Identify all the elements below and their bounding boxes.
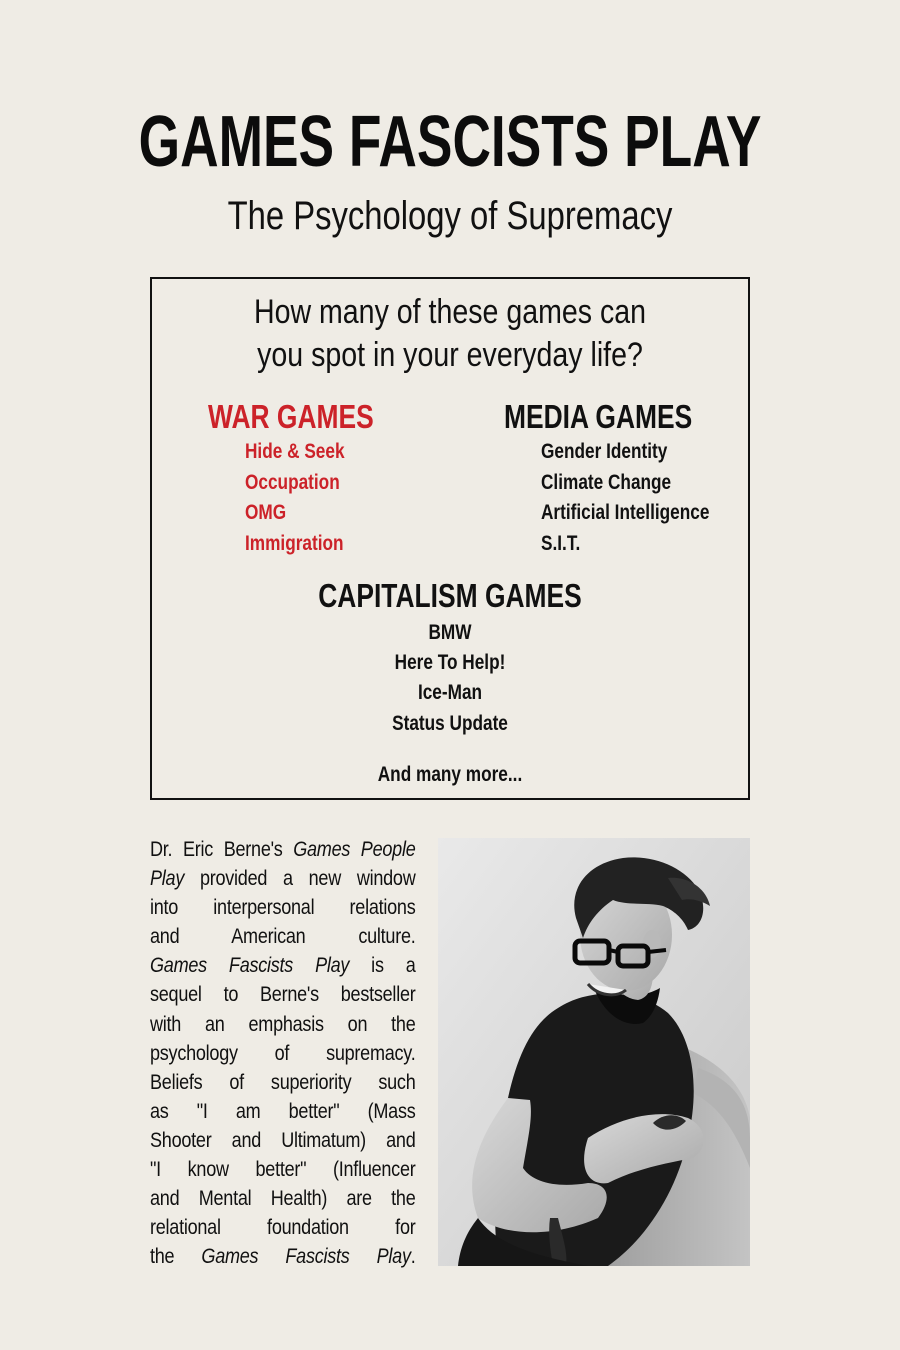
- book-subtitle: The Psychology of Supremacy: [227, 194, 673, 238]
- games-box: [150, 277, 750, 800]
- capitalism-games-section: [152, 576, 748, 739]
- media-games-heading: MEDIA GAMES: [504, 398, 693, 435]
- war-games-heading: WAR GAMES: [208, 398, 374, 435]
- bio-line: psychology of supremacy.: [150, 1041, 416, 1065]
- bio-text: provided a new window: [184, 867, 416, 891]
- bio-text: the: [150, 1245, 202, 1269]
- bio-line: [150, 1242, 415, 1271]
- bio-italic-text: Play: [150, 867, 185, 891]
- capitalism-games-heading: CAPITALISM GAMES: [318, 577, 582, 614]
- book-title: GAMES FASCISTS PLAY: [138, 102, 762, 182]
- war-games-section: [208, 397, 415, 559]
- bio-line: and American culture.: [150, 925, 416, 949]
- list-item: Ice-Man: [417, 681, 483, 705]
- intro-line-2: you spot in your everyday life?: [257, 336, 643, 374]
- bio-line: Beliefs of superiority such: [150, 1070, 416, 1094]
- author-photo: [438, 838, 750, 1266]
- media-games-section: [504, 397, 746, 559]
- intro-line-1: How many of these games can: [253, 293, 647, 331]
- games-box-intro: [200, 291, 701, 377]
- bio-line: relational foundation for: [150, 1216, 416, 1240]
- bio-text: .: [410, 1245, 416, 1269]
- list-item: S.I.T.: [541, 531, 581, 555]
- bio-text: Dr. Eric Berne's: [150, 838, 294, 861]
- bio-italic-text: Games People: [293, 838, 416, 861]
- war-games-list: [208, 437, 415, 559]
- list-item: Immigration: [245, 531, 344, 555]
- bio-line: with an emphasis on the: [150, 1012, 416, 1036]
- bio-italic-text: Games Fascists Play: [150, 954, 350, 978]
- bio-line: [150, 951, 415, 980]
- list-item: Climate Change: [541, 470, 672, 494]
- bio-line: and Mental Health) are the: [150, 1187, 416, 1211]
- bio-italic-text: Games Fascists Play: [201, 1245, 411, 1269]
- list-item: OMG: [245, 501, 287, 524]
- author-photo-illustration: [438, 838, 750, 1266]
- media-games-list: [504, 437, 746, 559]
- bio-text: is a: [349, 954, 416, 978]
- list-item: Hide & Seek: [245, 440, 345, 463]
- bio-line: Shooter and Ultimatum) and: [150, 1128, 416, 1152]
- bio-line: [150, 864, 415, 893]
- bio-line: as "I am better" (Mass: [150, 1099, 416, 1123]
- author-bio: [150, 835, 415, 1271]
- bio-line: "I know better" (Influencer: [150, 1158, 416, 1182]
- list-item: Status Update: [392, 711, 508, 735]
- list-item: Gender Identity: [541, 440, 668, 463]
- and-many-more-text: And many more...: [377, 763, 523, 786]
- bio-line: sequel to Berne's bestseller: [150, 983, 416, 1007]
- list-item: Artificial Intelligence: [541, 501, 710, 524]
- bio-line: [150, 835, 415, 864]
- list-item: BMW: [428, 621, 472, 644]
- list-item: Occupation: [245, 470, 340, 494]
- list-item: Here To Help!: [394, 651, 506, 675]
- capitalism-games-list: [152, 618, 748, 739]
- bio-line: into interpersonal relations: [150, 896, 416, 920]
